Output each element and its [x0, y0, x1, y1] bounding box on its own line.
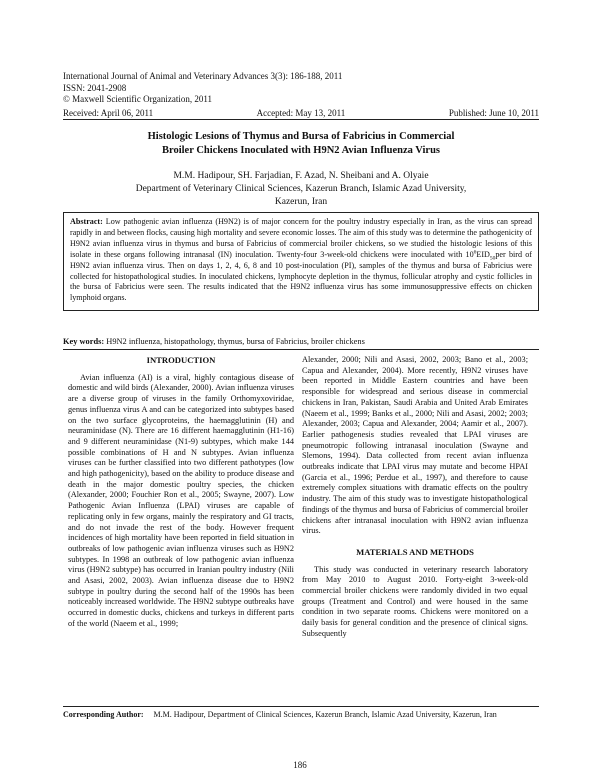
author-block — [63, 170, 539, 209]
corresponding-label: Corresponding Author: — [63, 710, 144, 719]
header-rule — [63, 119, 539, 120]
introduction-heading: INTRODUCTION — [146, 355, 216, 365]
title-line-1: Histologic Lesions of Thymus and Bursa of Fabricius in Commercial — [147, 131, 455, 142]
abstract-text-1: Low pathogenic avian influenza (H9N2) is of major concern for the poultry industry especially in Iran, as the virus can spread rapidly in and between flocks, causing high mortality and severe economic losses. The aim of this study was to determine the pathogenicity of H9N2 avian influenza virus in thymus and bursa of Fabricius of commercial broiler chickens, so we studied the histologic lesions of this isolate in these organs following intranasal (IN) inoculation. Twenty-four 3-week-old chickens were inoculated with 10 — [70, 217, 532, 259]
affiliation-line-1: Department of Veterinary Clinical Sciences, Kazerun Branch, Islamic Azad University, — [135, 184, 467, 194]
journal-issn: ISSN: 2041-2908 — [63, 82, 127, 93]
keywords-rule — [63, 349, 539, 350]
methods-heading: MATERIALS AND METHODS — [356, 546, 474, 557]
abstract-sub: 50 — [489, 255, 496, 262]
keywords-text: H9N2 influenza, histopathology, thymus, bursa of Fabricius, broiler chickens — [104, 337, 365, 346]
affiliation-line-2: Kazerun, Iran — [274, 197, 328, 207]
journal-copyright: © Maxwell Scientific Organization, 2011 — [63, 94, 213, 104]
corresponding-text: M.M. Hadipour, Department of Clinical Sciences, Kazerun Branch, Islamic Azad University, Kazerun, Iran — [153, 710, 497, 719]
accepted-date: Accepted: May 13, 2011 — [256, 108, 346, 118]
right-column — [302, 355, 528, 640]
left-column — [68, 355, 294, 630]
published-date: Published: June 10, 2011 — [448, 108, 539, 118]
keywords-line — [63, 337, 539, 346]
abstract-text-3: per bird of H9N2 avian influenza virus. Then on days 1, 2, 4, 6, 8 and 10 post-inoculation (PI), samples of the thymus and bursa of Fabricius were collected for histopathological studies. In inoculated chickens, lymphocyte depletion in the thymus, follicular atrophy and cystic follicles in the bursa of Fabricius were seen. The results indicated that the H9N2 influenza virus has some immunosuppressive effects on chicken lymphoid organs. — [70, 249, 532, 303]
abstract-text-2: EID — [476, 249, 490, 259]
author-names: M.M. Hadipour, SH. Farjadian, F. Azad, N. Sheibani and A. Olyaie — [173, 171, 429, 181]
keywords-label: Key words: — [63, 337, 105, 346]
footer-rule — [63, 706, 539, 707]
title-line-2: Broiler Chickens Inoculated with H9N2 Avian Influenza Virus — [162, 145, 440, 156]
abstract-sup: 6 — [473, 249, 477, 256]
abstract-box — [63, 212, 539, 311]
paper-title — [63, 130, 539, 158]
publication-dates — [63, 108, 539, 118]
received-date: Received: April 06, 2011 — [63, 108, 154, 118]
journal-header — [63, 71, 342, 106]
introduction-paragraph-2: Alexander, 2000; Nili and Asasi, 2002, 2003; Bano et al., 2003; Capua and Alexander, 2004). More recently, H9N2 viruses have been reported in Middle Eastern countries and have been responsible for widespread and serious disease in commercial chickens in Iran, Pakistan, Saudi Arabia and United Arab Emirates (Naeem et al., 1999; Banks et al., 2000; Nili and Asasi, 2002; 2003; Alexander, 2003; Capua and Alexander, 2004; Aamir et al., 2007). Earlier pathogenesis studies revealed that LPAI viruses are pneumotropic following intranasal inoculation (Swayne and Slemons, 1994). Data collected from recent avian influenza outbreaks indicate that LPAI virus may mutate and become HPAI (Garcia et al., 1996; Perdue et al., 1997), and therefore to cause extremely complex situations with dramatic effects on the poultry industry. The aim of this study was to investigate histopathological findings of the thymus and bursa of Fabricius of commercial broiler chickens after intranasal inoculation with H9N2 avian influenza virus. — [302, 355, 528, 536]
page-number: 186 — [293, 760, 307, 770]
corresponding-author — [63, 710, 539, 720]
journal-citation: International Journal of Animal and Veterinary Advances 3(3): 186-188, 2011 — [63, 71, 343, 81]
methods-paragraph-1: This study was conducted in veterinary research laboratory from May 2010 to August 2010. Forty-eight 3-week-old commercial broiler chickens were randomly divided in two equal groups (Treatment and Control) and were housed in the same condition in two separate rooms. Chickens were monitored on a daily basis for general condition and the presence of clinical signs. Subsequently — [302, 564, 528, 638]
introduction-paragraph-1: Avian influenza (AI) is a viral, highly contagious disease of domestic and wild birds (Alexander, 2000). Avian influenza viruses are a diverse group of viruses in the family Orthomyxoviridae, genus influenza virus A and can be categorized into subtypes based on the two surface glycoproteins, the haemagglutinin (H) and neuraminidase (N). There are 16 different haemagglutinin (H1-16) and 9 different neuraminidase (N1-9) subtypes, which make 144 possible combinations of H and N subtypes. Avian influenza viruses can be further classified into two different pathotypes (low and high pathogenicity), based on the ability to produce disease and death in the major domestic poultry species, the chicken (Alexander, 2000; Fouchier Ron et al., 2005; Swayne, 2007). Low Pathogenic Avian Influenza (LPAI) viruses are capable of replicating only in few organs, mainly the respiratory and GI tracts, and do not invade the rest of the body. However frequent incidences of high mortality have been reported in field situation in outbreaks of low pathogenic avian influenza viruses such as H9N2 subtypes. In 1998 an outbreak of low pathogenic avian influenza virus (H9N2 subtype) has occurred in Iranian poultry industry (Nili and Asasi, 2002, 2003). Avian influenza disease due to H9N2 subtype in poultry during the second half of the 1990s has been noticeably increased worldwide. The H9N2 subtype outbreaks have occurred in domestic ducks, chickens and turkeys in different parts of the world (Naeem et al., 1999; — [68, 372, 294, 628]
abstract-label: Abstract: — [70, 217, 103, 226]
